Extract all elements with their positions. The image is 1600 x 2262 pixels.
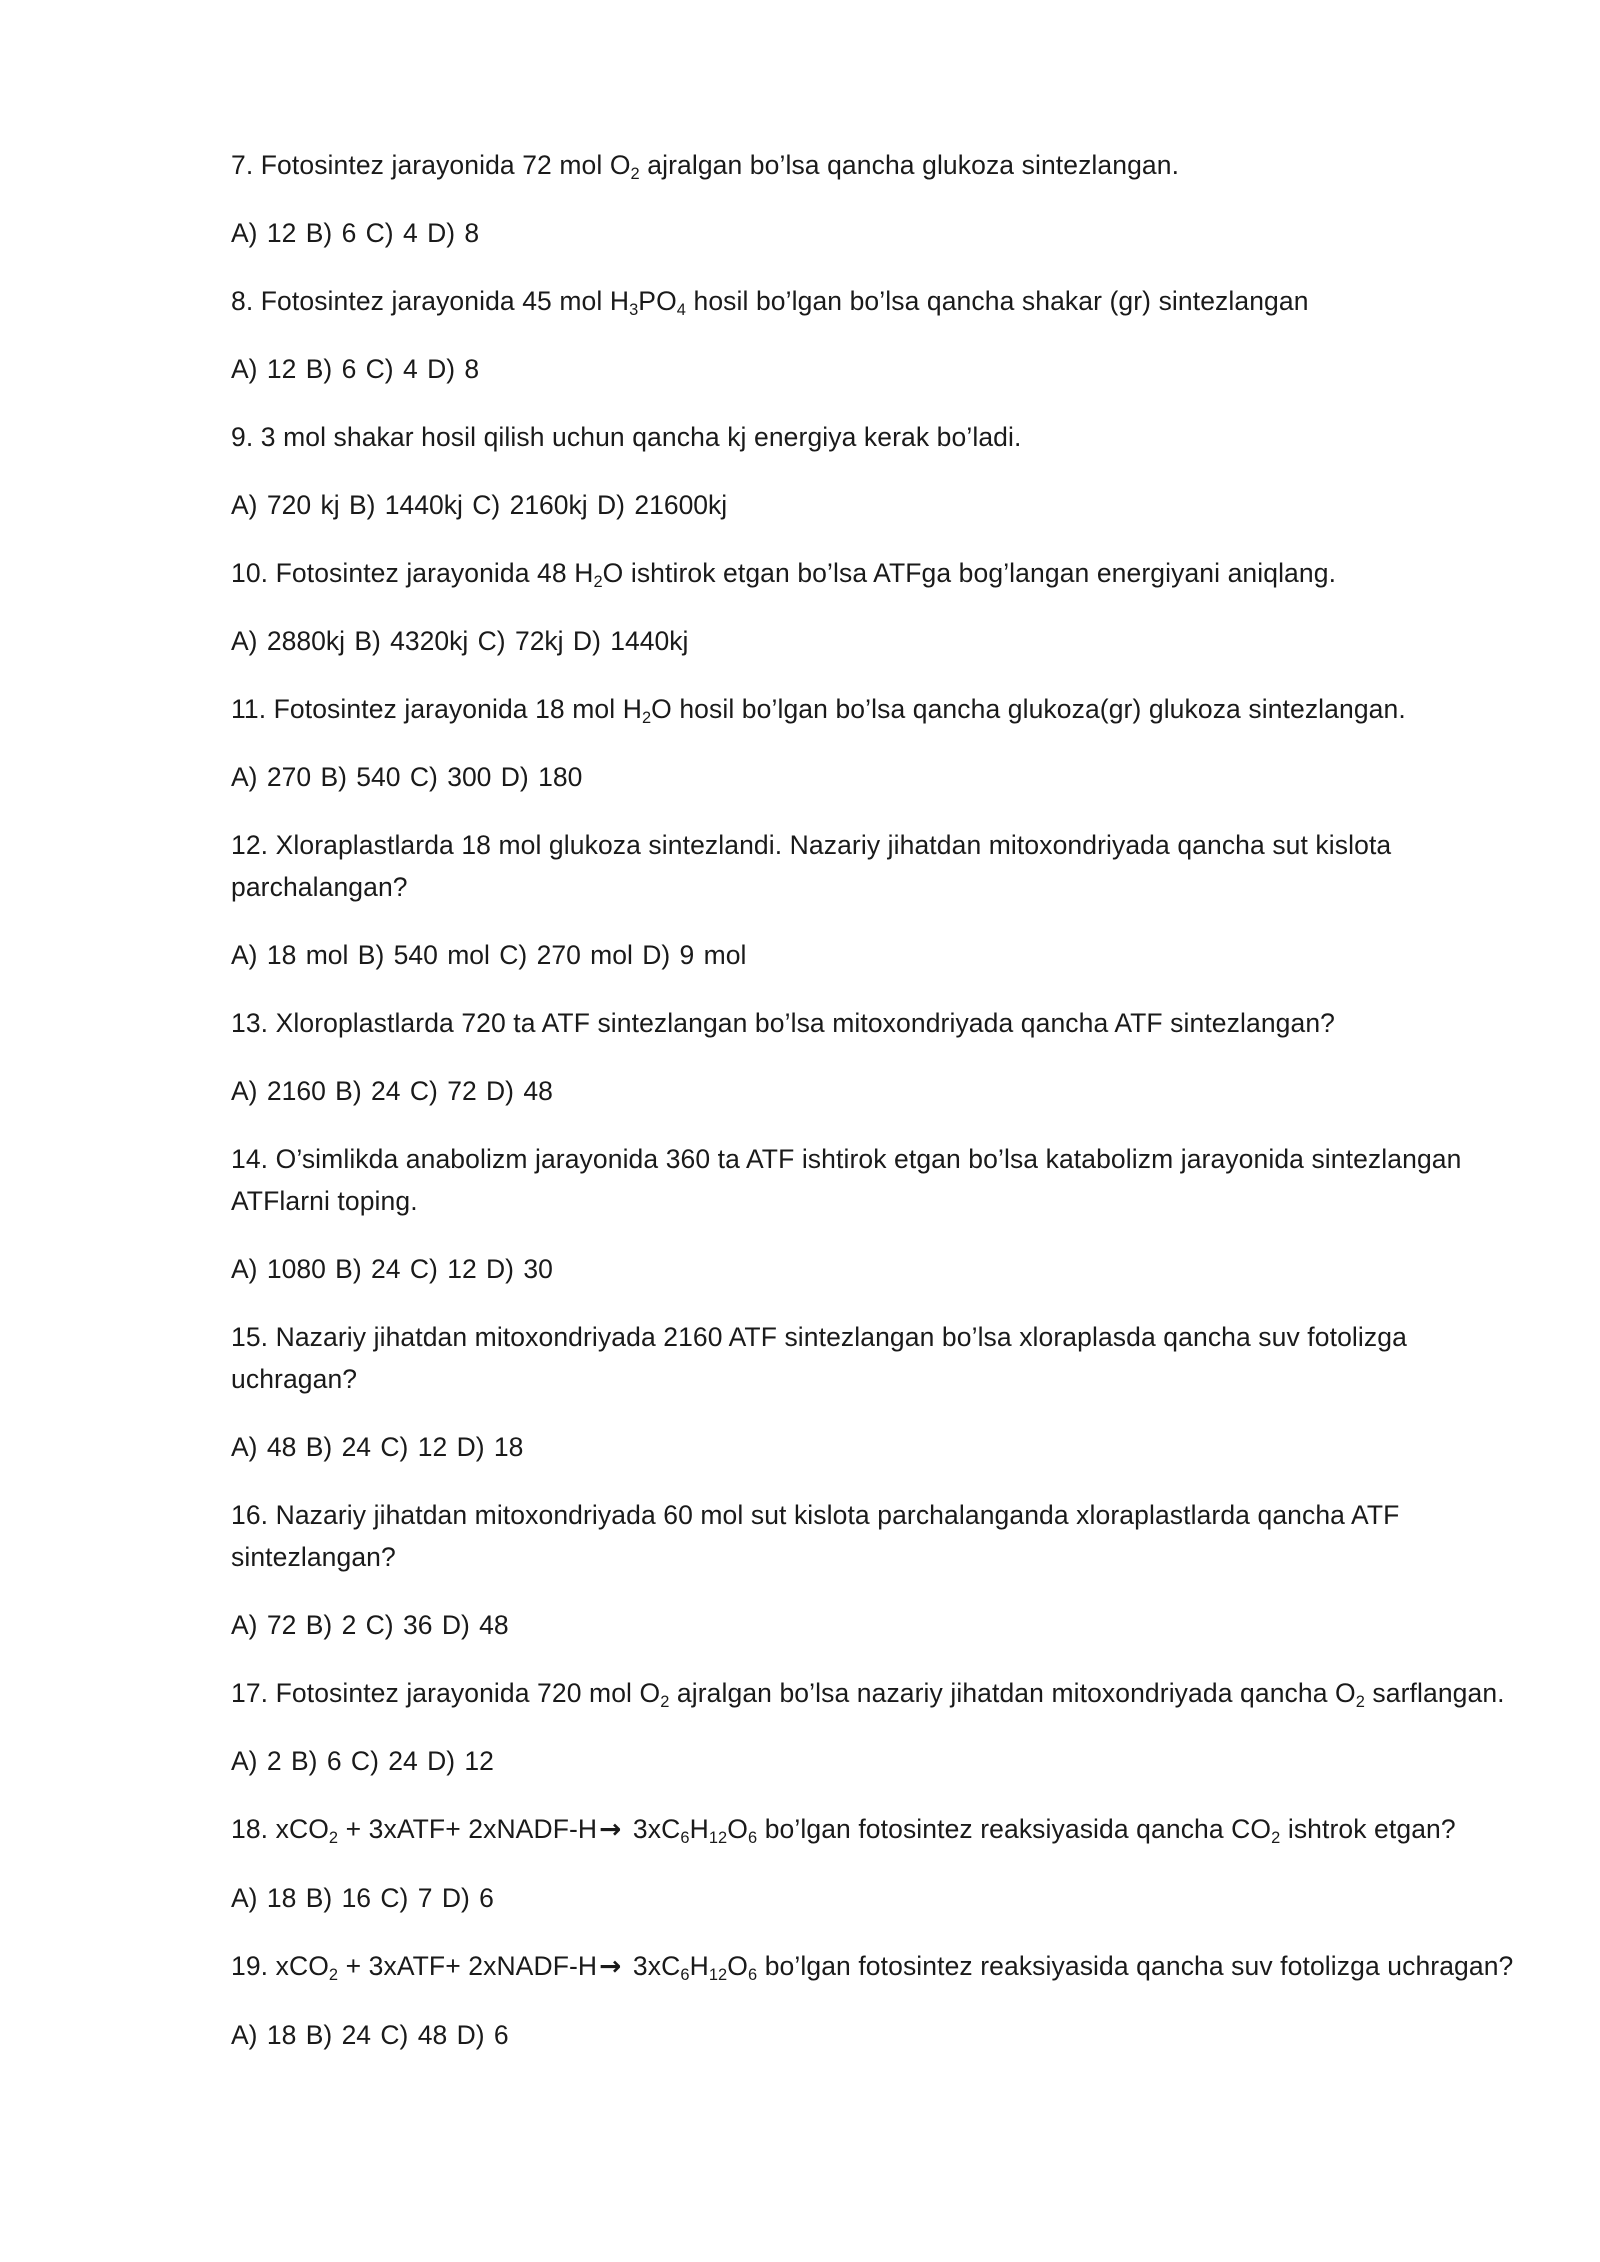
answers-12: A) 18 mol B) 540 mol C) 270 mol D) 9 mol bbox=[231, 940, 747, 970]
answers-8: A) 12 B) 6 C) 4 D) 8 bbox=[231, 354, 480, 384]
answers-7: A) 12 B) 6 C) 4 D) 8 bbox=[231, 218, 480, 248]
question-12: 12. Xloraplastlarda 18 mol glukoza sintezlandi. Nazariy jihatdan mitoxondriyada qancha sut kislota parchalangan? bbox=[231, 830, 1392, 902]
answers-19: A) 18 B) 24 C) 48 D) 6 bbox=[231, 2020, 509, 2050]
answers-10: A) 2880kj B) 4320kj C) 72kj D) 1440kj bbox=[231, 626, 689, 656]
answers-15: A) 48 B) 24 C) 12 D) 18 bbox=[231, 1432, 524, 1462]
question-7: 7. Fotosintez jarayonida 72 mol $O_2$ ajralgan bo’lsa qancha glukoza sintezlangan. bbox=[231, 150, 1180, 183]
question-11: 11. Fotosintez jarayonida 18 mol $H_2O$ hosil bo’lgan bo’lsa qancha glukoza(gr) glukoza sintezlangan. bbox=[231, 694, 1406, 727]
question-16: 16. Nazariy jihatdan mitoxondriyada 60 mol sut kislota parchalanganda xloraplastlarda qancha ATF sintezlangan? bbox=[231, 1500, 1400, 1572]
answers-9: A) 720 kj B) 1440kj C) 2160kj D) 21600kj bbox=[231, 490, 728, 520]
question-13: 13. Xloroplastlarda 720 ta ATF sintezlangan bo’lsa mitoxondriyada qancha ATF sintezlangan? bbox=[231, 1008, 1336, 1038]
document-page bbox=[231, 144, 1531, 2082]
question-9: 9. 3 mol shakar hosil qilish uchun qancha kj energiya kerak bo’ladi. bbox=[231, 422, 1022, 452]
answers-18: A) 18 B) 16 C) 7 D) 6 bbox=[231, 1883, 494, 1913]
question-14: 14. O’simlikda anabolizm jarayonida 360 ta ATF ishtirok etgan bo’lsa katabolizm jarayonida sintezlangan ATFlarni toping. bbox=[231, 1144, 1462, 1216]
question-10: 10. Fotosintez jarayonida 48 $H_2O$ ishtirok etgan bo’lsa ATFga bog’langan energiyani aniqlang. bbox=[231, 558, 1337, 591]
answers-11: A) 270 B) 540 C) 300 D) 180 bbox=[231, 762, 583, 792]
question-15: 15. Nazariy jihatdan mitoxondriyada 2160 ATF sintezlangan bo’lsa xloraplasda qancha suv fotolizga uchragan? bbox=[231, 1322, 1407, 1394]
question-19: 19. xCO$_2$ + 3xATF+ 2xNADF-H→ $3xC_6H_{12}O_6$ bo’lgan fotosintez reaksiyasida qancha suv fotolizga uchragan? bbox=[231, 1951, 1514, 1984]
answers-16: A) 72 B) 2 C) 36 D) 48 bbox=[231, 1610, 509, 1640]
answers-14: A) 1080 B) 24 C) 12 D) 30 bbox=[231, 1254, 553, 1284]
answers-17: A) 2 B) 6 C) 24 D) 12 bbox=[231, 1746, 494, 1776]
question-17: 17. Fotosintez jarayonida 720 mol $O_2$ ajralgan bo’lsa nazariy jihatdan mitoxondriyada qancha $O_2$ sarflangan. bbox=[231, 1678, 1505, 1711]
question-8: 8. Fotosintez jarayonida 45 mol $H_3PO_4$ hosil bo’lgan bo’lsa qancha shakar (gr) sintezlangan bbox=[231, 286, 1309, 319]
question-18: 18. xCO$_2$ + 3xATF+ 2xNADF-H→ $3xC_6H_{12}O_6$ bo’lgan fotosintez reaksiyasida qancha $CO_2$ ishtrok etgan? bbox=[231, 1814, 1456, 1847]
answers-13: A) 2160 B) 24 C) 72 D) 48 bbox=[231, 1076, 553, 1106]
arrow-icon: → bbox=[599, 1951, 622, 1982]
arrow-icon: → bbox=[599, 1814, 622, 1845]
